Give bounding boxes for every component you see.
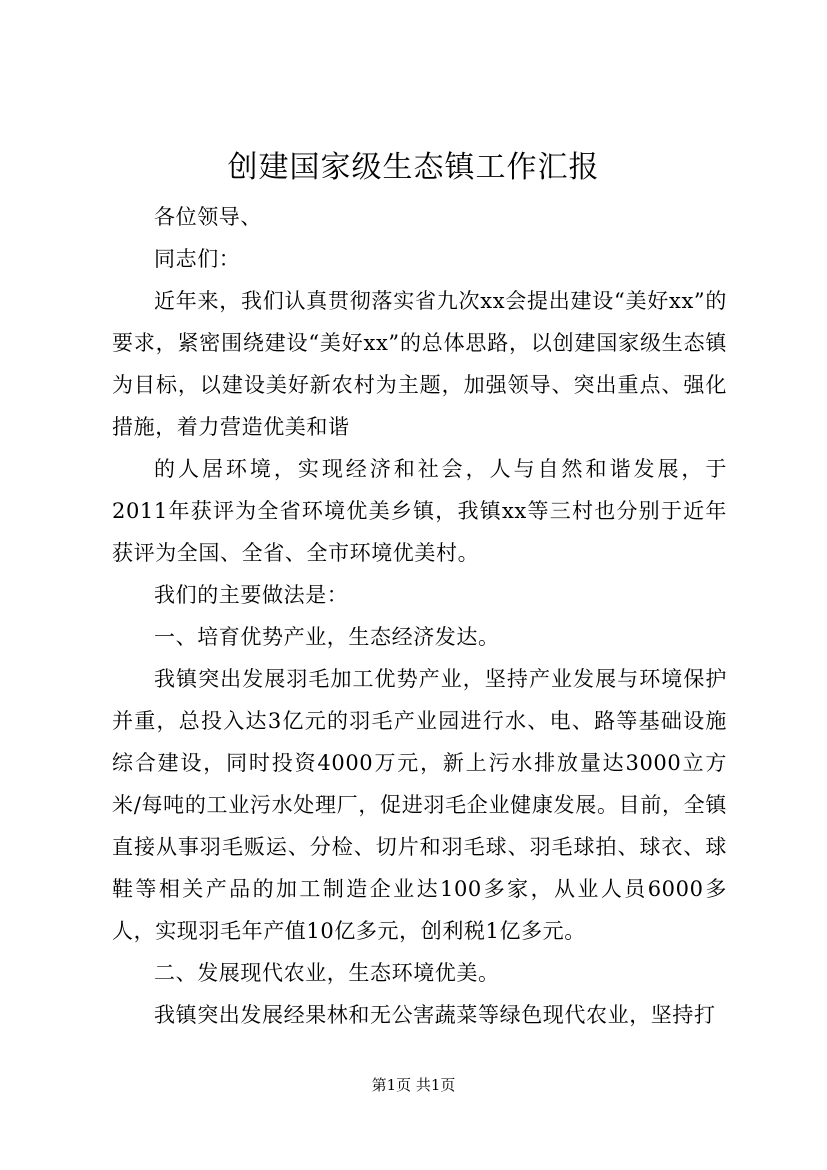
body-paragraph: 近年来，我们认真贯彻落实省九次xx会提出建设“美好xx”的要求，紧密围绕建设“美好xx”的总体思路，以创建国家级生态镇为目标，以建设美好新农村为主题，加强领导、突出重点、强化措施，着力营造优美和谐: [112, 289, 727, 439]
body-paragraph: 我镇突出发展经果林和无公害蔬菜等绿色现代农业，坚持打: [154, 1003, 716, 1027]
body-paragraph: 我镇突出发展羽毛加工优势产业，坚持产业发展与环境保护并重，总投入达3亿元的羽毛产业园进行水、电、路等基础设施综合建设，同时投资4000万元，新上污水排放量达3000立方米/每吨的工业污水处理厂，促进羽毛企业健康发展。目前，全镇直接从事羽毛贩运、分检、切片和羽毛球、羽毛球拍、球衣、球鞋等相关产品的加工制造企业达100多家，从业人员6000多人，实现羽毛年产值10亿多元，创利税1亿多元。: [112, 667, 727, 943]
page-footer: 第1页 共1页: [371, 1076, 456, 1094]
salutation-line-1: 各位领导、: [154, 205, 262, 229]
body-paragraph: 我们的主要做法是：: [154, 583, 349, 607]
salutation-line-2: 同志们：: [154, 247, 241, 271]
document-body: [112, 196, 727, 1036]
document-title: 创建国家级生态镇工作汇报: [227, 150, 600, 185]
section-heading: 二、发展现代农业，生态环境优美。: [154, 961, 500, 985]
section-heading: 一、培育优势产业，生态经济发达。: [154, 625, 500, 649]
body-paragraph: 的人居环境，实现经济和社会，人与自然和谐发展，于2011年获评为全省环境优美乡镇，我镇xx等三村也分别于近年获评为全国、全省、全市环境优美村。: [112, 457, 727, 565]
